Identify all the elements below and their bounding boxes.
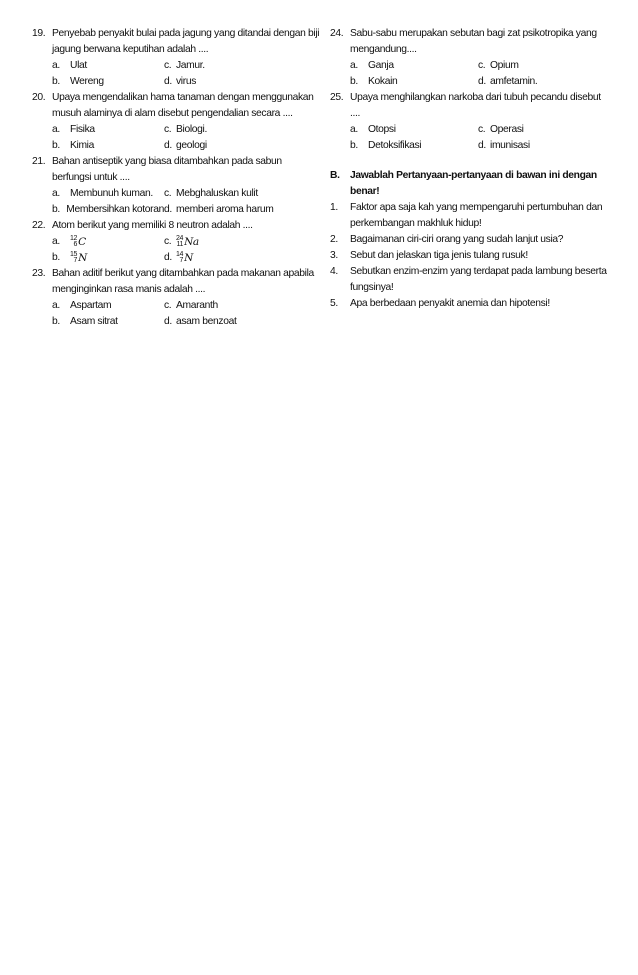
option-b: b. 15 7 N	[52, 251, 87, 264]
essay-question	[330, 264, 612, 296]
essay-number: 5.	[330, 298, 338, 309]
option-b: b. Detoksifikasi	[350, 140, 422, 151]
question-number: 20.	[32, 92, 46, 103]
essay-text: Apa berbedaan penyakit anemia dan hipotensi!	[350, 298, 550, 309]
essay-question	[330, 296, 612, 312]
question-number: 19.	[32, 28, 46, 39]
option-b: b. Membersihkan kotoran	[52, 204, 164, 215]
isotope-notation: 12 6 C	[70, 235, 86, 248]
option-c: c. Operasi	[478, 124, 524, 135]
question-text: Penyebab penyakit bulai pada jagung yang ditandai dengan biji jagung berwana keputihan adalah ....	[52, 28, 320, 55]
option-d: d. imunisasi	[478, 140, 530, 151]
option-c: c. Mebghaluskan kulit	[164, 188, 258, 199]
option-c: c. Jamur.	[164, 60, 205, 71]
essay-text: Bagaimanan ciri-ciri orang yang sudah lanjut usia?	[350, 234, 564, 245]
isotope-notation: 24 11 Na	[176, 235, 199, 248]
question-25	[330, 90, 612, 154]
option-d: d. memberi aroma harum	[164, 204, 274, 215]
option-a: a. Membunuh kuman.	[52, 188, 153, 199]
question-23	[32, 266, 320, 330]
question-text: Bahan antiseptik yang biasa ditambahkan pada sabun berfungsi untuk ....	[52, 156, 282, 183]
option-b: b. Kimia	[52, 140, 94, 151]
option-b: b. Asam sitrat	[52, 316, 118, 327]
options	[350, 122, 612, 154]
question-number: 23.	[32, 268, 46, 279]
options	[52, 58, 320, 90]
option-d: d. virus	[164, 76, 196, 87]
essay-number: 4.	[330, 266, 338, 277]
essay-list	[330, 200, 612, 312]
question-number: 21.	[32, 156, 46, 167]
essay-number: 2.	[330, 234, 338, 245]
option-c: c. 24 11 Na	[164, 235, 199, 248]
option-b: b. Wereng	[52, 76, 104, 87]
right-column	[330, 26, 612, 312]
question-number: 25.	[330, 92, 344, 103]
option-a: a. Fisika	[52, 124, 95, 135]
question-19	[32, 26, 320, 90]
option-d: d. asam benzoat	[164, 316, 237, 327]
option-a: a. Otopsi	[350, 124, 396, 135]
question-number: 24.	[330, 28, 344, 39]
option-a: a. Aspartam	[52, 300, 112, 311]
option-c: c. Biologi.	[164, 124, 207, 135]
isotope-notation: 15 7 N	[70, 251, 87, 264]
section-title: Jawablah Pertanyaan-pertanyaan di bawan ini dengan benar!	[350, 170, 597, 197]
options	[350, 58, 612, 90]
option-b: b. Kokain	[350, 76, 398, 87]
option-d: d. amfetamin.	[478, 76, 538, 87]
essay-number: 3.	[330, 250, 338, 261]
option-a: a. Ganja	[350, 60, 394, 71]
essay-text: Sebutkan enzim-enzim yang terdapat pada lambung beserta fungsinya!	[350, 266, 607, 293]
essay-question	[330, 248, 612, 264]
options	[52, 122, 320, 154]
option-a: a. Ulat	[52, 60, 87, 71]
question-text: Upaya menghilangkan narkoba dari tubuh pecandu disebut ....	[350, 92, 601, 119]
isotope-notation: 14 7 N	[176, 251, 193, 264]
section-b-heading	[330, 168, 612, 200]
question-text: Atom berikut yang memiliki 8 neutron adalah ....	[52, 220, 253, 231]
option-c: c. Amaranth	[164, 300, 218, 311]
question-text: Bahan aditif berikut yang ditambahkan pada makanan apabila menginginkan rasa manis adalah ....	[52, 268, 314, 295]
question-number: 22.	[32, 220, 46, 231]
option-c: c. Opium	[478, 60, 519, 71]
essay-number: 1.	[330, 202, 338, 213]
question-24	[330, 26, 612, 90]
left-column	[32, 26, 320, 330]
options	[52, 186, 320, 218]
question-text: Upaya mengendalikan hama tanaman dengan menggunakan musuh alaminya di alam disebut pengendalian secara ....	[52, 92, 314, 119]
option-a: a. 12 6 C	[52, 235, 86, 248]
question-text: Sabu-sabu merupakan sebutan bagi zat psikotropika yang mengandung....	[350, 28, 597, 55]
question-21	[32, 154, 320, 218]
question-22	[32, 218, 320, 266]
question-20	[32, 90, 320, 154]
essay-question	[330, 200, 612, 232]
options	[52, 234, 320, 266]
essay-text: Sebut dan jelaskan tiga jenis tulang rusuk!	[350, 250, 528, 261]
essay-text: Faktor apa saja kah yang mempengaruhi pertumbuhan dan perkembangan makhluk hidup!	[350, 202, 603, 229]
options	[52, 298, 320, 330]
section-letter: B.	[330, 170, 340, 181]
option-d: d. 14 7 N	[164, 251, 193, 264]
essay-question	[330, 232, 612, 248]
option-d: d. geologi	[164, 140, 207, 151]
